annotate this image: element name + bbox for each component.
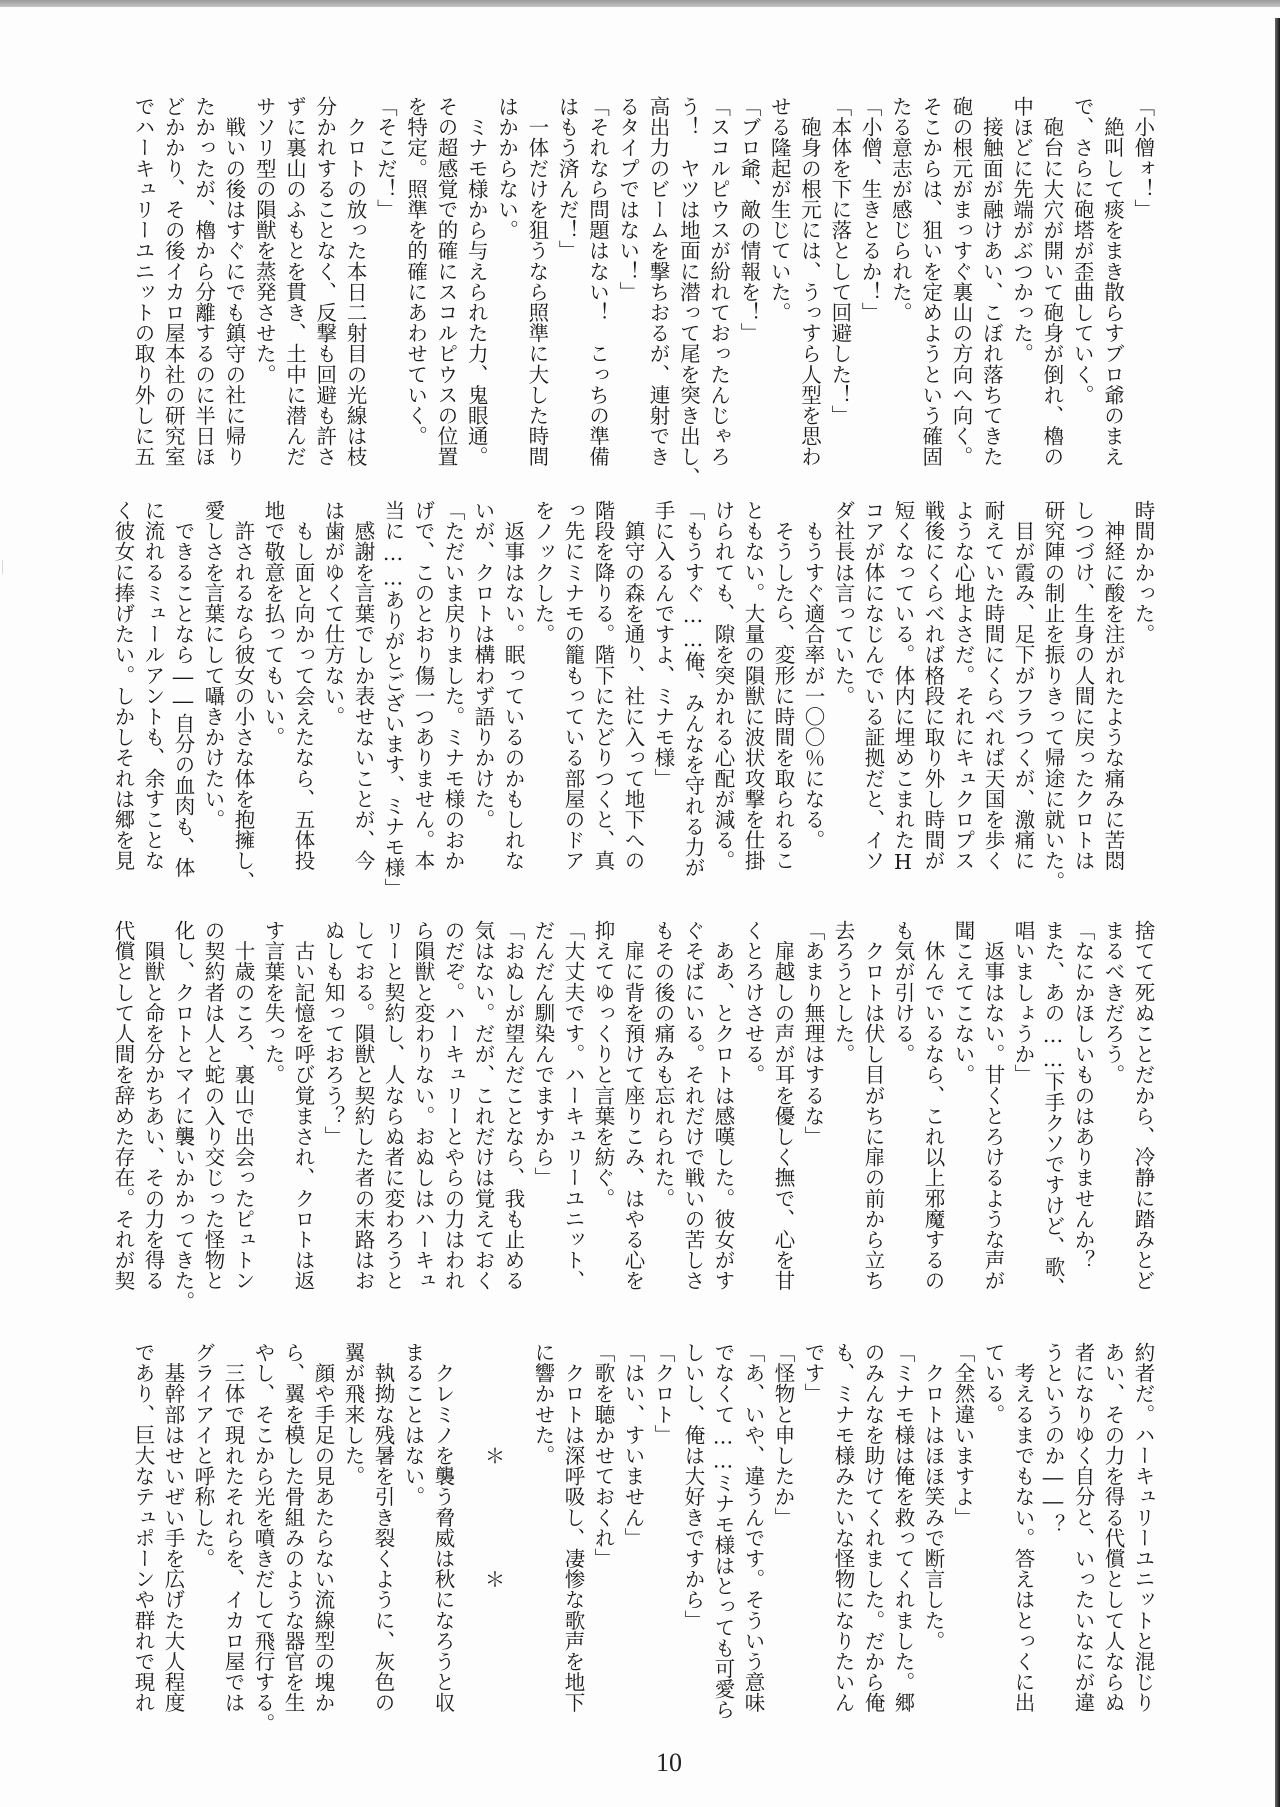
text-column: リーと契約し、人ならぬ者に変わろうと — [381, 920, 405, 1291]
text-column: やし、そこから光を噴きだして飛行する。 — [251, 1342, 275, 1734]
text-column: ている。 — [981, 1342, 1005, 1425]
text-column: 休んでいるなら、これ以上邪魔するの — [921, 920, 945, 1291]
text-column: 接触面が融けあい、こぼれ落ちてきた — [979, 96, 1004, 467]
text-column: 「怪物と申したか」 — [771, 1342, 795, 1528]
text-column: ああ、とクロトは感嘆した。彼女がす — [711, 920, 735, 1291]
text-column: どかかり、その後イカロ屋本社の研究室 — [161, 96, 186, 467]
text-column: ダ社長は言っていた。 — [831, 500, 855, 706]
text-column: 者になりゆく自分と、いったいなにが違 — [1071, 1342, 1095, 1713]
text-column: ら、翼を模した骨組みのような器官を生 — [281, 1342, 305, 1713]
text-column: 戦後にくらべれば格段に取り外し時間が — [921, 500, 945, 871]
text-column: まるべきだろう。 — [1101, 920, 1125, 1085]
text-column: 愛しさを言葉にして囁きかけたい。 — [201, 500, 225, 830]
text-column: す言葉を失った。 — [261, 920, 285, 1085]
text-column: のみんなを助けてくれました。だから俺 — [861, 1342, 885, 1713]
text-column: もその後の痛みも忘れられた。 — [651, 920, 675, 1209]
text-column: ような心地よさだ。それにキュクロプス — [951, 500, 975, 871]
text-column: 「あ、いや、違うんです。そういう意味 — [741, 1342, 765, 1713]
text-column: しておる。隕獣と契約した者の末路はお — [351, 920, 375, 1291]
text-column: 去ろうとした。 — [831, 920, 855, 1065]
scan-artifact — [2, 560, 3, 574]
text-column: 「小僧ォ！」 — [1130, 96, 1155, 220]
text-column: クロトは深呼吸し、凄惨な歌声を地下 — [561, 1342, 585, 1713]
text-column: 執拗な残暑を引き裂くように、灰色の — [371, 1342, 395, 1713]
text-column: 代償として人間を辞めた存在。それが契 — [111, 920, 135, 1291]
text-column: 「ミナモ様は俺を救ってくれました。郷 — [891, 1342, 915, 1713]
text-column: 化し、クロトとマイに襲いかかってきた。 — [171, 920, 195, 1312]
text-column: 扉越しの声が耳を優しく撫で、心を甘 — [771, 920, 795, 1291]
text-column: 「おぬしが望んだことなら、我も止める — [501, 920, 525, 1291]
text-column: 一体だけを狙うなら照準に大した時間 — [524, 96, 549, 467]
text-column: 地で敬意を払ってもいい。 — [261, 500, 285, 748]
text-column: しつづけ、生身の人間に戻ったクロトは — [1071, 500, 1095, 871]
text-column: 中ほどに先端がぶつかった。 — [1009, 96, 1034, 364]
text-column: 「全然違いますよ」 — [951, 1342, 975, 1528]
text-column — [508, 1342, 528, 1708]
text-column: を特定。照準を的確にあわせていく。 — [403, 96, 428, 447]
text-column: も気が引ける。 — [891, 920, 915, 1065]
text-column: ＊ ＊ — [481, 1342, 505, 1590]
text-column: 「あまり無理はするな」 — [801, 920, 825, 1147]
text-column: 「はい、すいません」 — [621, 1342, 645, 1548]
text-column: あい、その力を得る代償として人ならぬ — [1101, 1342, 1125, 1713]
text-column: るタイプではない！」 — [615, 96, 640, 302]
text-column: 「クロト」 — [651, 1342, 675, 1445]
text-block-1 — [128, 96, 1158, 488]
text-column: 絶叫して痰をまき散らすブロ爺のまえ — [1100, 96, 1125, 467]
text-column: で、さらに砲塔が歪曲していく。 — [1070, 96, 1095, 405]
text-column: はかからない。 — [494, 96, 519, 241]
text-column: 気はない。だが、これだけは覚えておく — [471, 920, 495, 1291]
text-column: に響かせた。 — [531, 1342, 555, 1466]
text-column — [458, 1342, 478, 1708]
text-column: 「そこだ！」 — [373, 96, 398, 220]
text-column: 唱いましょうか」 — [1011, 920, 1035, 1085]
text-column: 砲台に大穴が開いて砲身が倒れ、櫓の — [1039, 96, 1064, 467]
text-column: はもう済んだ！」 — [555, 96, 580, 261]
text-column: 短くなっている。体内に埋めこまれたH — [891, 500, 915, 875]
text-column: そうしたら、変形に時間を取られるこ — [771, 500, 795, 871]
text-column: 戦いの後はすぐにでも鎮守の社に帰り — [221, 96, 246, 467]
text-column: でなくて……ミナモ様はとっても可愛ら — [711, 1342, 735, 1720]
text-column: うというのか――？ — [1041, 1342, 1065, 1535]
text-column: 許されるなら彼女の小さな体を抱擁し、 — [231, 500, 255, 892]
text-column: せる隆起が生じていた。 — [767, 96, 792, 323]
text-column: であり、巨大なテュポーンや群れで現れ — [131, 1342, 155, 1713]
text-column: の契約者は人と蛇の入り交じった怪物と — [201, 920, 225, 1291]
text-column: ぬしも知っておろう？」 — [321, 920, 345, 1147]
text-column: 感謝を言葉でしか表せないことが、今 — [351, 500, 375, 871]
text-column: 「歌を聴かせておくれ」 — [591, 1342, 615, 1569]
text-column: グライアイと呼称した。 — [191, 1342, 215, 1569]
text-column: クレミノを襲う脅威は秋になろうと収 — [431, 1342, 455, 1713]
text-column: 「小僧、生きとるか！」 — [858, 96, 883, 323]
scan-top-edge — [0, 0, 1280, 7]
text-column: く彼女に捧げたい。しかしそれは郷を見 — [111, 500, 135, 871]
text-column: ら隕獣と変わりない。おぬしはハーキュ — [411, 920, 435, 1291]
text-column: でハーキュリーユニットの取り外しに五 — [131, 96, 155, 467]
text-column: 「ブロ爺、敵の情報を！」 — [736, 96, 761, 344]
text-column: 「ただいま戻りました。ミナモ様のおか — [441, 500, 465, 871]
text-column: 考えるまでもない。答えはとっくに出 — [1011, 1342, 1035, 1713]
text-column: 基幹部はせいぜい手を広げた大人程度 — [161, 1342, 185, 1713]
text-column: 時間かかった。 — [1131, 500, 1155, 645]
text-column: ミナモ様から与えられた力、鬼眼通。 — [464, 96, 489, 467]
text-column: 抑えてゆっくりと言葉を紡ぐ。 — [591, 920, 615, 1209]
text-column: クロトは伏し目がちに扉の前から立ち — [861, 920, 885, 1291]
text-column: 「なにかほしいものはありませんか？ — [1071, 920, 1095, 1271]
text-column: です」 — [801, 1342, 825, 1404]
text-column: くとろけさせる。 — [741, 920, 765, 1085]
text-column: サソリ型の隕獣を蒸発させた。 — [252, 96, 277, 385]
text-column: 扉に背を預けて座りこみ、はやる心を — [621, 920, 645, 1291]
text-column: 古い記憶を呼び覚まされ、クロトは返 — [291, 920, 315, 1291]
text-column: 翼が飛来した。 — [341, 1342, 365, 1487]
text-column: 「もうすぐ……俺、みんなを守れる力が — [681, 500, 705, 878]
text-column: のだぞ。ハーキュリーとやらの力はわれ — [441, 920, 465, 1291]
text-column: 階段を降りる。階下にたどりつくと、真 — [591, 500, 615, 871]
text-block-2 — [111, 500, 1158, 899]
text-column: また、あの……下手クソですけど、歌、 — [1041, 920, 1065, 1298]
text-column: 返事はない。眠っているのかもしれな — [501, 500, 525, 871]
text-column: 鎮守の森を通り、社に入って地下への — [621, 500, 645, 871]
text-column: もうすぐ適合率が一〇〇％になる。 — [801, 500, 825, 851]
text-column: げで、このとおり傷一つありません。本 — [411, 500, 435, 871]
text-column: 砲の根元がまっすぐ裏山の方向へ向く。 — [949, 96, 974, 467]
text-column: 神経に酸を注がれたような痛みに苦悶 — [1101, 500, 1125, 871]
text-column: 約者だ。ハーキュリーユニットと混じり — [1131, 1342, 1155, 1713]
text-column: もし面と向かって会えたなら、五体投 — [291, 500, 315, 871]
text-column: 返事はない。甘くとろけるような声が — [981, 920, 1005, 1291]
text-column: ずに裏山のふもとを貫き、土中に潜んだ — [282, 96, 307, 467]
text-column: しいし、俺は大好きですから」 — [681, 1342, 705, 1631]
text-column: 「スコルピウスが紛れておったんじゃろ — [706, 96, 731, 467]
text-column: 高出力のビームを撃ちおるが、連射でき — [646, 96, 671, 467]
text-column: 顔や手足の見あたらない流線型の塊か — [311, 1342, 335, 1713]
text-column: たかったが、櫓から分離するのに半日ほ — [191, 96, 216, 467]
text-block-4 — [128, 1342, 1158, 1734]
text-column: 手に入るんですよ、ミナモ様」 — [651, 500, 675, 789]
text-column: 聞こえてこない。 — [951, 920, 975, 1085]
page-number: 10 — [656, 1748, 682, 1777]
text-column: をノックした。 — [531, 500, 555, 645]
text-column: できることなら――自分の血肉も、体 — [171, 500, 195, 878]
text-column: ぐそばにいる。それだけで戦いの苦しさ — [681, 920, 705, 1291]
text-column: いが、クロトは構わず語りかけた。 — [471, 500, 495, 830]
text-column: 分かれすることなく、反撃も回避も許さ — [312, 96, 337, 467]
text-column: たる意志が感じられた。 — [888, 96, 913, 323]
text-column: は歯がゆくて仕方ない。 — [321, 500, 345, 727]
text-column: に流れるミュールアントも、余すことな — [141, 500, 165, 871]
text-column: 十歳のころ、裏山で出会ったピュトン — [231, 920, 255, 1291]
text-column: クロトの放った本日二射目の光線は枝 — [343, 96, 368, 467]
text-column: だんだん馴染んでますから」 — [531, 920, 555, 1188]
text-column: クロトはほほ笑みで断言した。 — [921, 1342, 945, 1651]
text-column: 「それなら問題はない！ こっちの準備 — [585, 96, 610, 467]
text-column: ともない。大量の隕獣に波状攻撃を仕掛 — [741, 500, 765, 871]
text-column: 当に……ありがとございます、ミナモ様」 — [381, 500, 405, 899]
text-column: 捨てて死ぬことだから、冷静に踏みとど — [1131, 920, 1155, 1291]
text-column: けられても、隙を突かれる心配が減る。 — [711, 500, 735, 871]
text-column: う！ ヤツは地面に潜って尾を突き出し、 — [676, 96, 701, 488]
text-column: っ先にミナモの籠もっている部屋のドア — [561, 500, 585, 871]
text-column: 三体で現れたそれらを、イカロ屋では — [221, 1342, 245, 1713]
text-column: 隕獣と命を分かちあい、その力を得る — [141, 920, 165, 1291]
text-column: 目が霞み、足下がフラつくが、激痛に — [1011, 500, 1035, 871]
scan-right-edge — [1275, 18, 1280, 1807]
text-column: 「本体を下に落として回避した！」 — [827, 96, 852, 426]
text-block-3 — [111, 920, 1158, 1312]
text-column: コアが体になじんでいる証拠だと、イソ — [861, 500, 885, 871]
text-column: 砲身の根元には、うっすら人型を思わ — [797, 96, 822, 467]
text-column: 研究陣の制止を振りきって帰途に就いた。 — [1041, 500, 1065, 892]
text-column: 耐えていた時間にくらべれば天国を歩く — [981, 500, 1005, 871]
text-column: そこからは、狙いを定めようという確固 — [918, 96, 943, 467]
text-column: まることはない。 — [401, 1342, 425, 1507]
text-column: 「大丈夫です。ハーキュリーユニット、 — [561, 920, 585, 1291]
text-column: も、ミナモ様みたいな怪物になりたいん — [831, 1342, 855, 1713]
text-column: その超感覚で的確にスコルピウスの位置 — [433, 96, 458, 467]
